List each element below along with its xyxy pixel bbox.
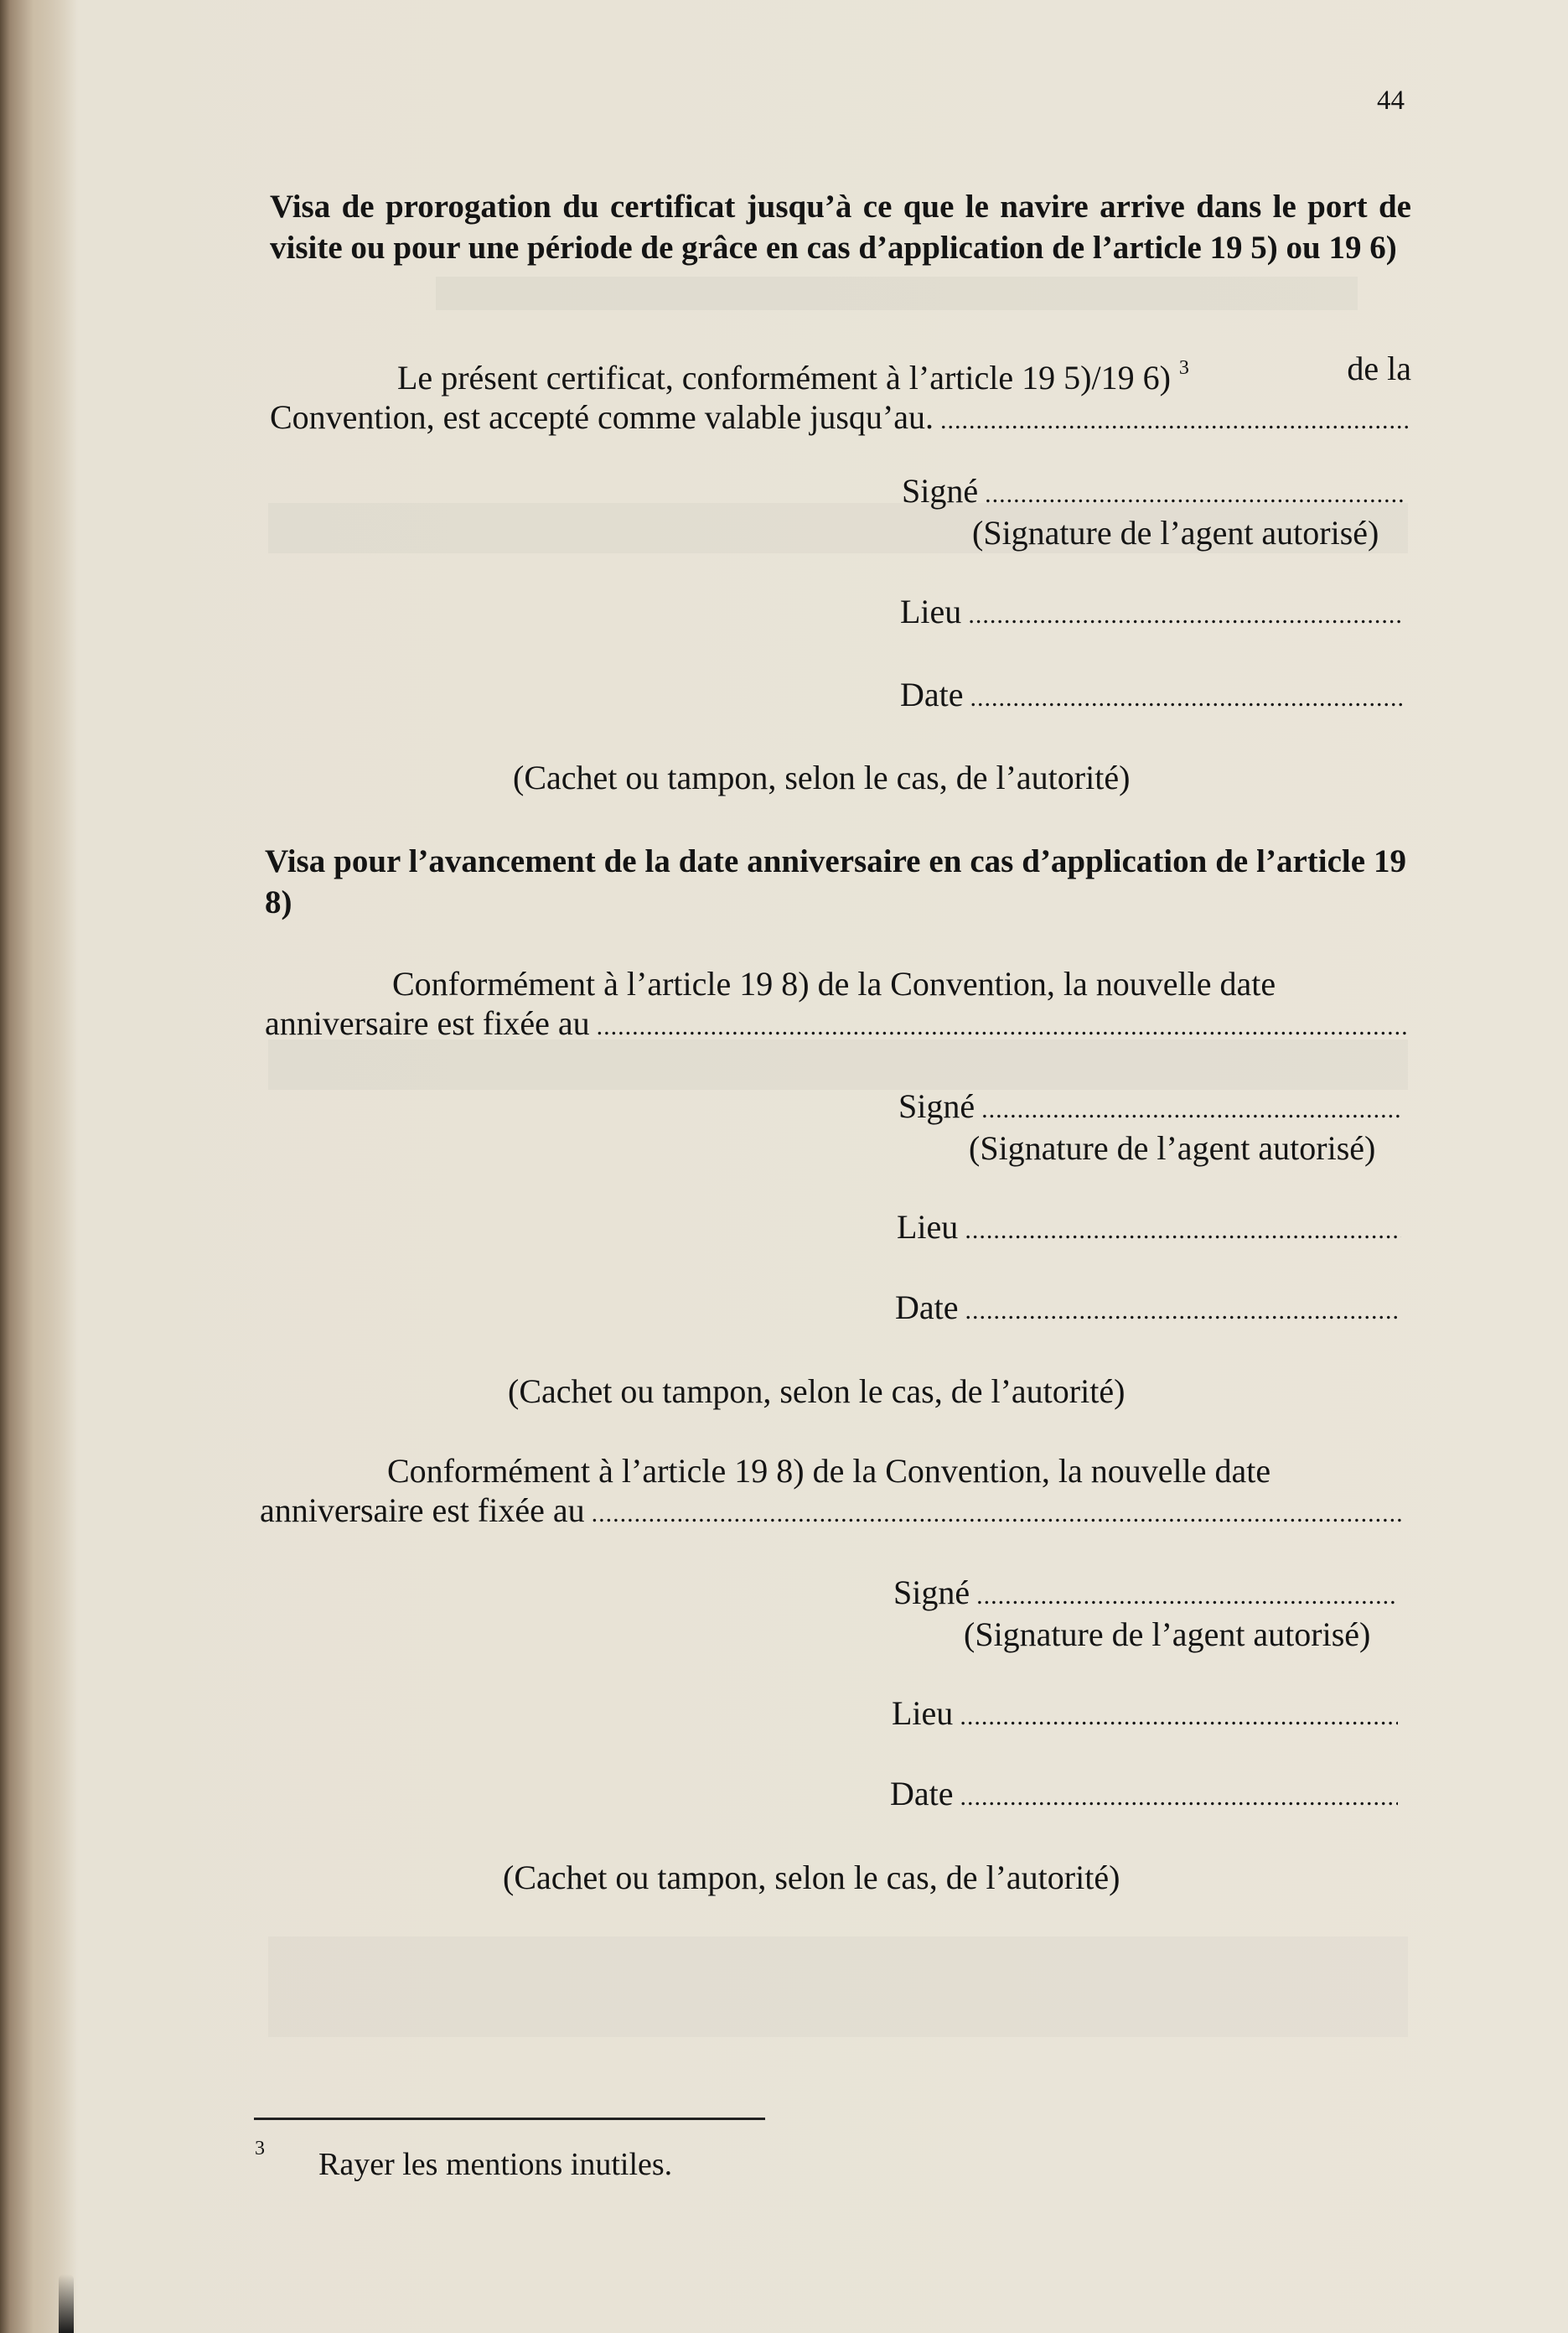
anniversary-paragraph-2	[260, 1451, 1401, 1533]
binding-shadow	[0, 0, 77, 2333]
show-through-shading	[268, 1936, 1408, 2037]
signature-caption: (Signature de l’agent autorisé)	[964, 1615, 1371, 1653]
place-field[interactable]	[892, 1693, 1398, 1733]
signed-dotted-line	[985, 480, 1403, 509]
date-dotted-line	[965, 1297, 1401, 1325]
new-anniversary-date-field[interactable]	[592, 1494, 1401, 1533]
paragraph-text: anniversaire est fixée au	[260, 1491, 585, 1529]
show-through-shading	[436, 277, 1358, 310]
signed-dotted-line	[981, 1096, 1401, 1124]
extension-paragraph	[270, 349, 1411, 440]
paragraph-text: Convention, est accepté comme valable jusqu’au.	[270, 398, 934, 436]
signed-label: Signé	[893, 1573, 970, 1611]
place-label: Lieu	[897, 1208, 959, 1246]
valid-until-field[interactable]	[940, 401, 1411, 440]
footnote-separator	[254, 2118, 765, 2120]
new-anniversary-date-field[interactable]	[597, 1007, 1406, 1046]
date-dotted-line	[970, 684, 1403, 713]
signed-label: Signé	[902, 472, 979, 510]
place-label: Lieu	[900, 593, 962, 630]
date-field[interactable]	[890, 1774, 1398, 1813]
stamp-caption: (Cachet ou tampon, selon le cas, de l’autorité)	[508, 1372, 1126, 1410]
place-dotted-line	[965, 1216, 1401, 1245]
place-field[interactable]	[900, 592, 1403, 631]
date-field[interactable]	[900, 675, 1403, 714]
anniversary-paragraph-1	[265, 964, 1406, 1046]
date-label: Date	[900, 676, 964, 713]
signature-caption: (Signature de l’agent autorisé)	[972, 514, 1379, 552]
date-label: Date	[890, 1775, 954, 1812]
place-field[interactable]	[897, 1207, 1401, 1247]
date-label: Date	[895, 1288, 959, 1326]
paragraph-text: de la	[1347, 350, 1411, 387]
signed-field[interactable]	[902, 471, 1403, 511]
stamp-caption: (Cachet ou tampon, selon le cas, de l’autorité)	[503, 1859, 1120, 1896]
footnote-text: Rayer les mentions inutiles.	[318, 2147, 673, 2182]
place-label: Lieu	[892, 1694, 954, 1732]
signed-field[interactable]	[898, 1086, 1401, 1126]
date-field[interactable]	[895, 1288, 1401, 1327]
signature-caption: (Signature de l’agent autorisé)	[969, 1129, 1376, 1167]
section-heading-extension: Visa de prorogation du certificat jusqu’à ce que le navire arrive dans le port de visite ou pour une période de grâce en cas d’application de l’article 19 5) ou 19 6)	[270, 189, 1411, 266]
stamp-caption: (Cachet ou tampon, selon le cas, de l’autorité)	[513, 759, 1131, 796]
date-dotted-line	[960, 1783, 1398, 1812]
signed-dotted-line	[976, 1582, 1398, 1610]
paragraph-text: Conformément à l’article 19 8) de la Convention, la nouvelle date	[387, 1452, 1271, 1490]
place-dotted-line	[968, 601, 1403, 630]
paragraph-text: anniversaire est fixée au	[265, 1004, 590, 1042]
show-through-shading	[268, 1039, 1408, 1090]
section-heading-anniversary: Visa pour l’avancement de la date anniversaire en cas d’application de l’article 19 8)	[265, 843, 1406, 920]
footnote-mark: 3	[255, 2138, 265, 2159]
place-dotted-line	[960, 1703, 1398, 1731]
signed-label: Signé	[898, 1087, 975, 1125]
page-number: 44	[1377, 86, 1405, 116]
paragraph-text: Conformément à l’article 19 8) de la Convention, la nouvelle date	[392, 965, 1276, 1003]
footnote-reference: 3	[1178, 357, 1189, 379]
paragraph-text: Le présent certificat, conformément à l’article 19 5)/19 6) $^3$	[397, 357, 1189, 397]
binding-corner	[59, 2274, 74, 2333]
signed-field[interactable]	[893, 1573, 1398, 1612]
